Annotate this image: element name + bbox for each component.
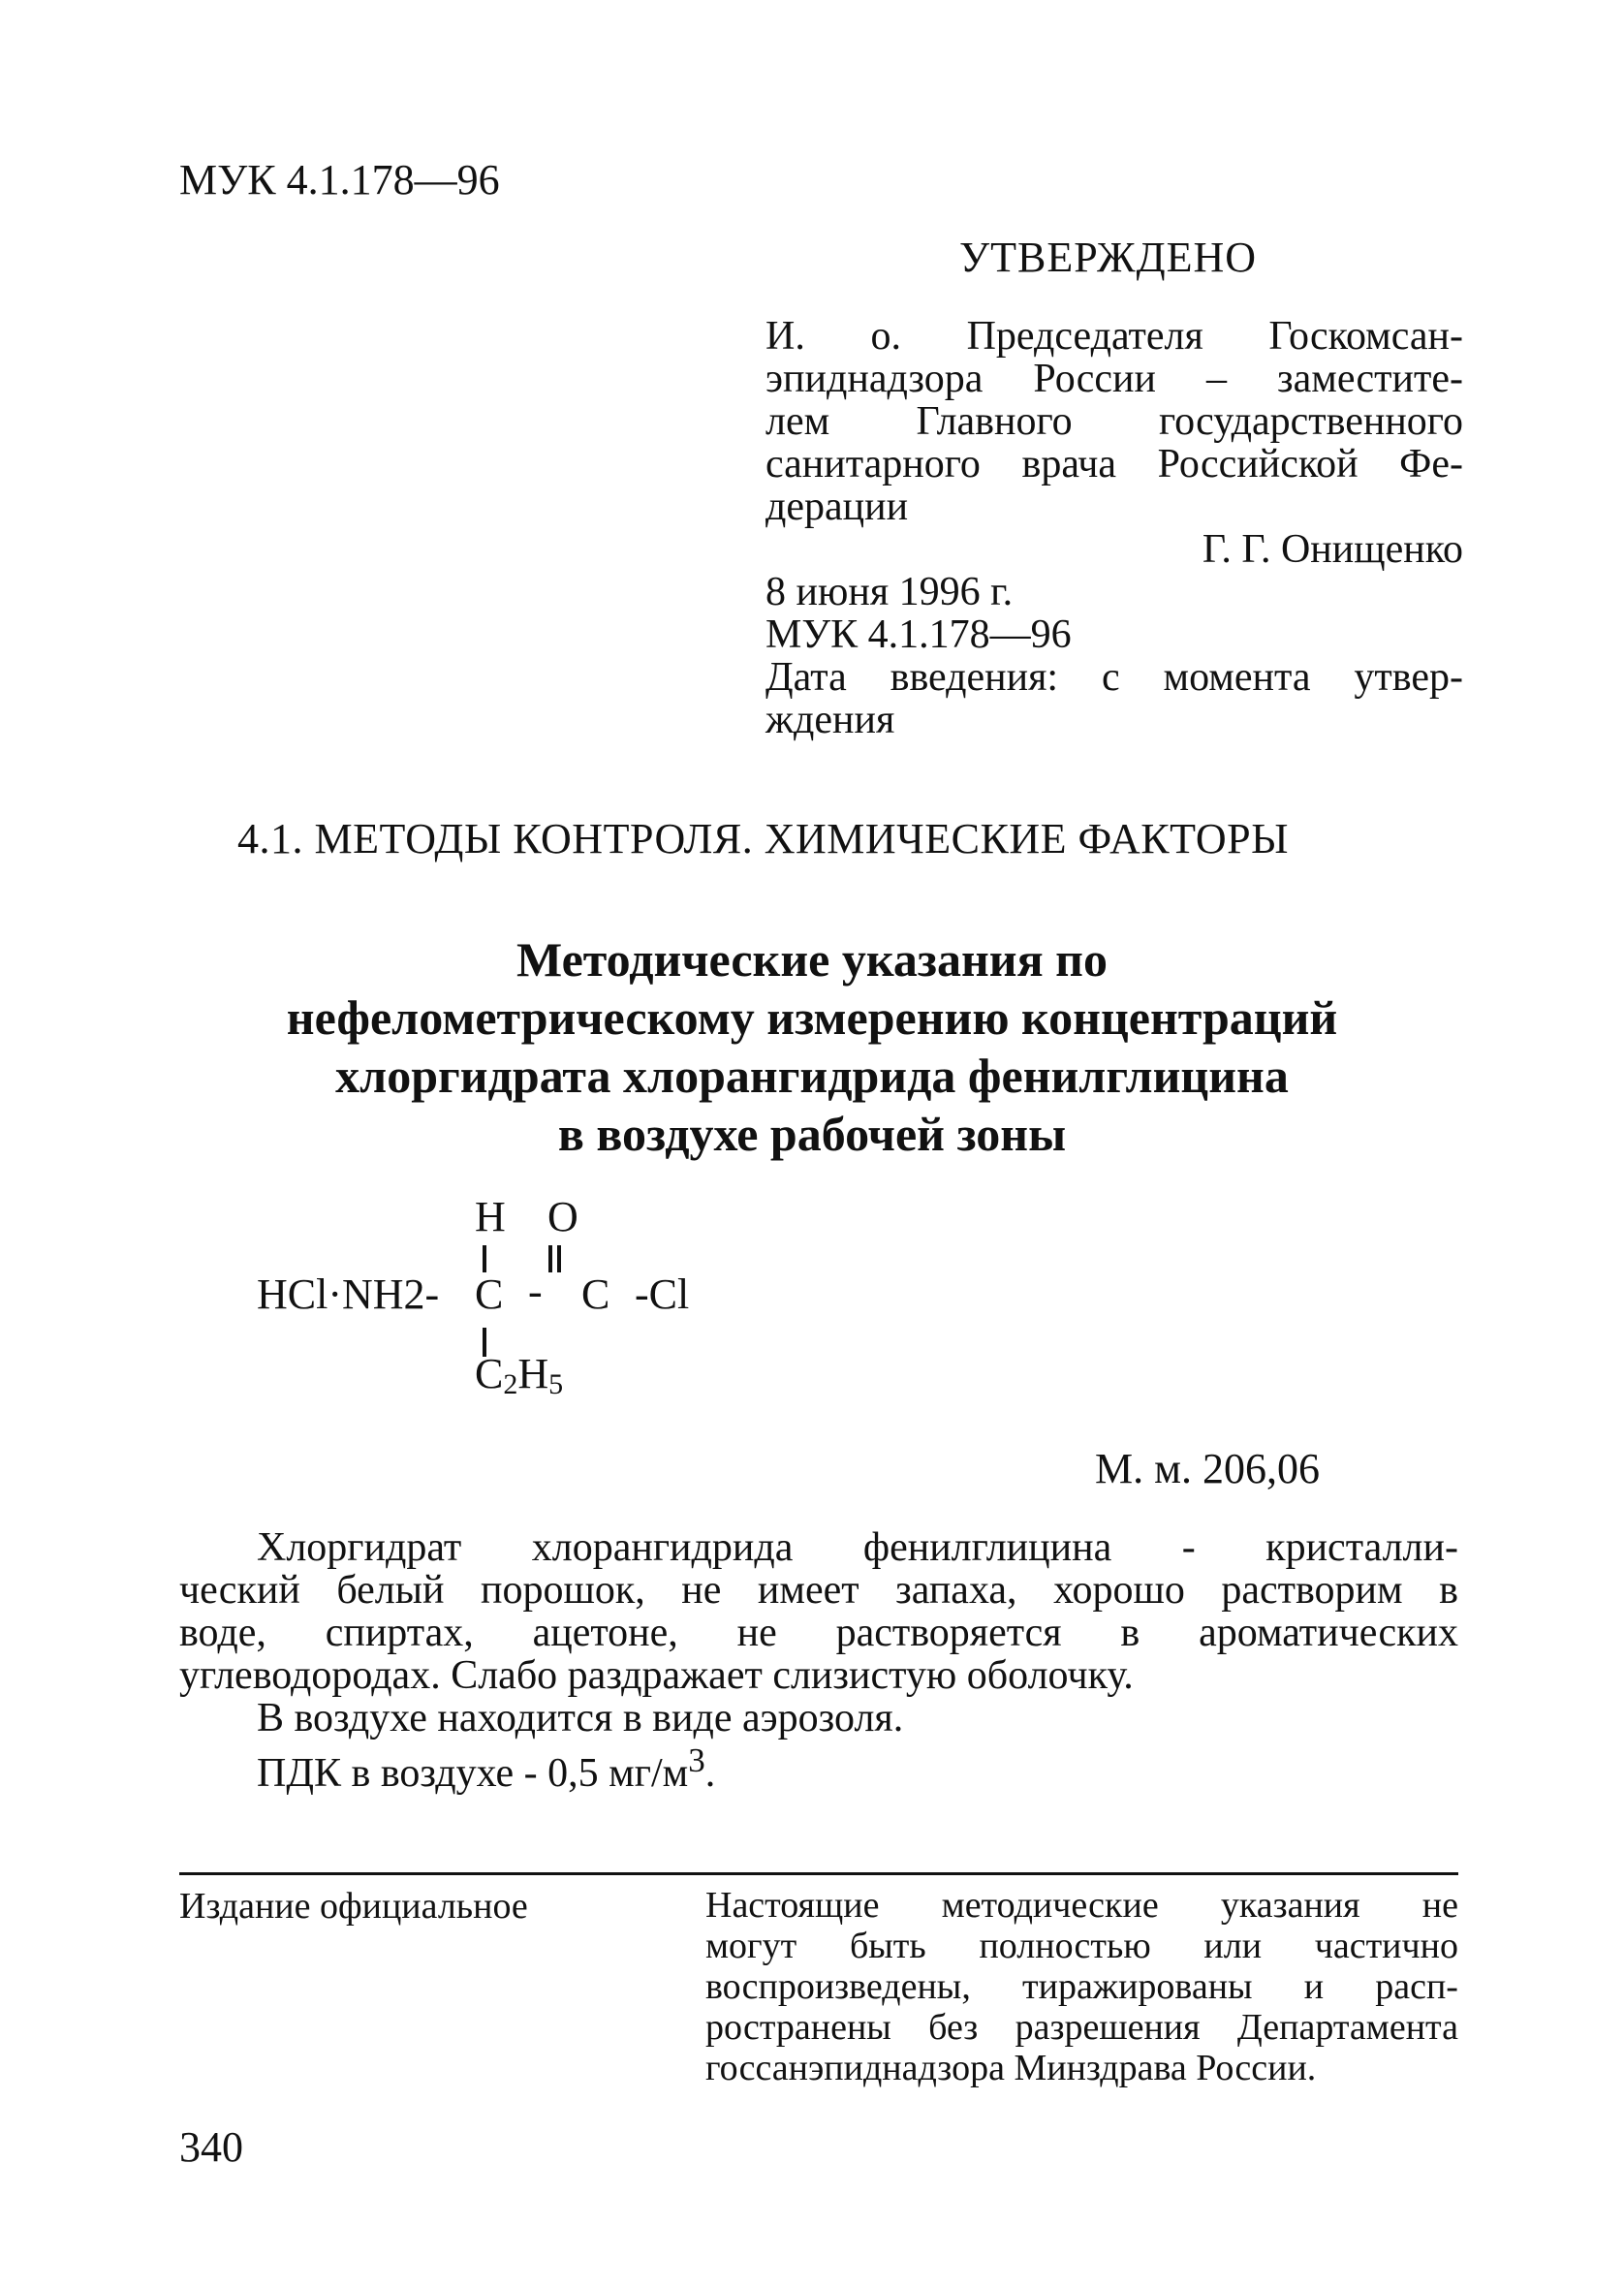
word: разрешения <box>1015 2007 1201 2048</box>
word: лем <box>765 399 830 444</box>
signatory-name: Г. Г. Онищенко <box>1202 527 1463 572</box>
word: растворим <box>1221 1568 1403 1613</box>
word: указания <box>1220 1885 1360 1926</box>
approval-line <box>765 443 1463 486</box>
official-edition-label: Издание официальное <box>179 1886 528 1927</box>
word: с <box>1101 655 1120 700</box>
word: ческий <box>179 1568 300 1613</box>
page-number: 340 <box>179 2123 243 2171</box>
word: и <box>1303 1966 1325 2007</box>
word: тиражированы <box>1022 1966 1253 2007</box>
mac-statement <box>179 1740 1458 1795</box>
section-title: 4.1. МЕТОДЫ КОНТРОЛЯ. ХИМИЧЕСКИЕ ФАКТОРЫ <box>237 815 1290 862</box>
word: Дата <box>765 655 847 700</box>
word: расп- <box>1375 1966 1458 2007</box>
word: Фе- <box>1399 442 1463 486</box>
document-title <box>0 930 1624 1163</box>
approval-block <box>765 315 1463 741</box>
subscript-digit: 2 <box>503 1368 518 1400</box>
formula-oxygen: O <box>547 1193 578 1240</box>
word: хорошо <box>1053 1568 1185 1613</box>
word: фенилглицина <box>862 1525 1112 1570</box>
notice-line: госсанэпиднадзора Минздрава России. <box>705 2048 1317 2088</box>
effective-date-line: ждения <box>765 698 895 742</box>
formula-carbon: C <box>581 1270 610 1318</box>
document-title-line: хлоргидрата хлорангидрида фенилглицина <box>335 1049 1289 1103</box>
word: Настоящие <box>705 1885 880 1926</box>
word: кристалли- <box>1265 1525 1458 1570</box>
word: заместите- <box>1277 357 1463 401</box>
word: ространены <box>705 2007 891 2048</box>
description-line <box>179 1612 1458 1654</box>
word: введения: <box>890 655 1059 700</box>
word: момента <box>1163 655 1311 700</box>
substance-description <box>179 1526 1458 1795</box>
formula-chlorine: -Cl <box>635 1270 690 1318</box>
approval-line <box>765 315 1463 358</box>
approval-title: УТВЕРЖДЕНО <box>959 234 1258 281</box>
word: Департамента <box>1236 2007 1458 2048</box>
molecular-mass: М. м. 206,06 <box>1095 1445 1320 1492</box>
formula-single-bond: - <box>528 1268 543 1315</box>
word: методические <box>941 1885 1159 1926</box>
document-title-line: Методические указания по <box>516 932 1108 987</box>
word: государственного <box>1158 399 1463 444</box>
mac-suffix: . <box>704 1751 716 1796</box>
notice-line <box>705 1966 1458 2007</box>
word: не <box>736 1611 777 1655</box>
word: полностью <box>979 1926 1151 1966</box>
word: без <box>928 2007 979 2048</box>
word: или <box>1203 1926 1263 1966</box>
approval-date: 8 июня 1996 г. <box>765 570 1014 614</box>
element-symbol: H <box>517 1350 549 1397</box>
copyright-notice <box>705 1885 1458 2088</box>
formula-carbon: C <box>475 1270 504 1318</box>
word: эпиднадзора <box>765 357 984 401</box>
aerosol-statement: В воздухе находится в виде аэрозоля. <box>257 1696 904 1740</box>
word: имеет <box>757 1568 859 1613</box>
formula-ethyl-group <box>475 1349 563 1401</box>
subscript-digit: 5 <box>548 1368 564 1400</box>
notice-line <box>705 1926 1458 1966</box>
word: ароматических <box>1199 1611 1458 1655</box>
approval-line <box>765 400 1463 443</box>
approval-code: МУК 4.1.178—96 <box>765 612 1072 657</box>
document-code-header: МУК 4.1.178—96 <box>179 156 500 204</box>
word: в <box>1120 1611 1140 1655</box>
notice-line <box>705 2007 1458 2048</box>
word: врача <box>1021 442 1117 486</box>
notice-line <box>705 1885 1458 1926</box>
word: утвер- <box>1354 655 1463 700</box>
approval-line: дерации <box>765 485 909 529</box>
formula-hydrogen: H <box>475 1193 506 1240</box>
word: быть <box>849 1926 926 1966</box>
word: могут <box>705 1926 797 1966</box>
word: запаха, <box>895 1568 1017 1613</box>
formula-bond-double <box>557 1245 561 1272</box>
formula-left-group: HCl·NH2- <box>257 1270 440 1318</box>
formula-bond-vertical <box>483 1245 486 1272</box>
word: растворяется <box>835 1611 1062 1655</box>
word: спиртах, <box>325 1611 474 1655</box>
word: в <box>1439 1568 1458 1613</box>
element-symbol: C <box>475 1350 504 1397</box>
word: санитарного <box>765 442 981 486</box>
word: воспроизведены, <box>705 1966 971 2007</box>
word: о. <box>870 314 901 359</box>
word: Российской <box>1157 442 1359 486</box>
word: не <box>1421 1885 1458 1926</box>
word: ацетоне, <box>532 1611 678 1655</box>
word: Хлоргидрат <box>257 1525 462 1570</box>
word: не <box>681 1568 722 1613</box>
document-title-line: в воздухе рабочей зоны <box>557 1107 1067 1161</box>
mac-superscript: 3 <box>688 1741 705 1779</box>
word: России <box>1033 357 1156 401</box>
word: Главного <box>916 399 1073 444</box>
mac-text: ПДК в воздухе - 0,5 мг/м <box>257 1751 689 1796</box>
word: - <box>1181 1525 1196 1570</box>
description-line: углеводородах. Слабо раздражает слизистую оболочку. <box>179 1653 1134 1698</box>
approval-line <box>765 358 1463 400</box>
word: хлорангидрида <box>531 1525 794 1570</box>
description-line <box>179 1569 1458 1612</box>
word: Председателя <box>966 314 1203 359</box>
word: воде, <box>179 1611 266 1655</box>
formula-bond-double <box>548 1245 552 1272</box>
description-line <box>179 1526 1458 1569</box>
word: белый <box>336 1568 445 1613</box>
word: частично <box>1314 1926 1458 1966</box>
footer-divider <box>179 1872 1458 1875</box>
effective-date-line <box>765 656 1463 699</box>
word: – <box>1206 357 1228 401</box>
word: Госкомсан- <box>1268 314 1463 359</box>
word: порошок, <box>481 1568 645 1613</box>
word: И. <box>765 314 805 359</box>
document-title-line: нефелометрическому измерению концентраций <box>286 990 1338 1045</box>
